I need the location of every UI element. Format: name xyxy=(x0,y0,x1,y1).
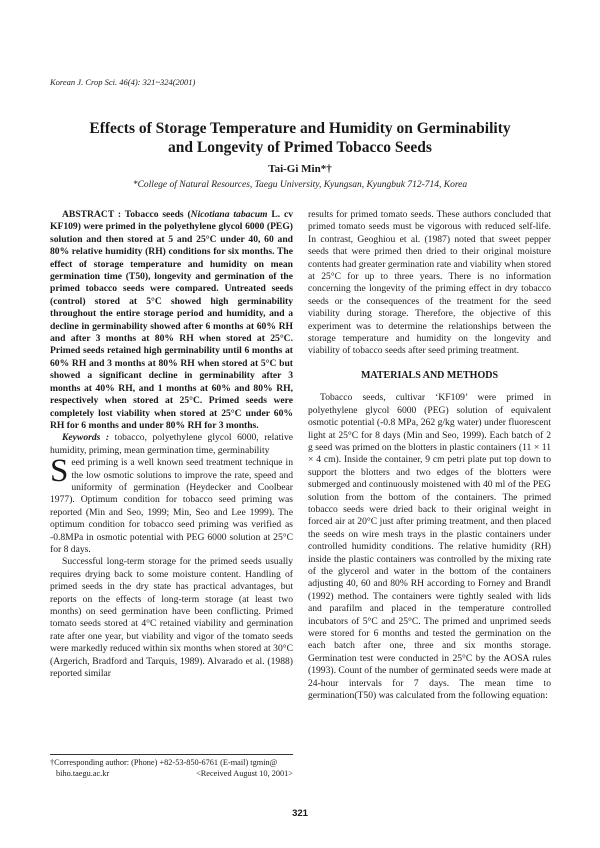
right-column xyxy=(308,209,551,702)
abstract xyxy=(50,209,293,432)
page-number: 321 xyxy=(292,808,308,819)
footnote-row xyxy=(50,769,293,780)
journal-citation: Korean J. Crop Sci. 46(4): 321~324(2001) xyxy=(50,77,196,87)
title-line-1: Effects of Storage Temperature and Humidity on Germinability xyxy=(89,120,511,137)
drop-cap: S xyxy=(50,453,69,490)
section-heading-methods: MATERIALS AND METHODS xyxy=(360,369,499,381)
footnote-email-end: biho.taegu.ac.kr xyxy=(56,768,110,778)
title-line-2: and Longevity of Primed Tobacco Seeds xyxy=(168,139,432,156)
intro-paragraph-3: results for primed tomato seeds. These authors concluded that primed tomato seeds must be vigorous with reduced self-life. In contrast, Geoghiou et al. (1987) noted that sweet pepper seeds that were primed then dried to their original moisture contents had greater germination rate and viability when stored at 25°C for up to three years. There is no information concerning the longevity of the priming effect in dry tobacco seeds or the consequences of the treatment for the seed viability during storage. Therefore, the objective of this experiment was to determine the relationships between the storage temperature and humidity on the longevity and viability of tobacco seeds after seed priming treatment. xyxy=(308,209,551,357)
footnote xyxy=(50,754,293,779)
intro-paragraph-1 xyxy=(50,453,293,556)
paper-title xyxy=(50,119,550,157)
author-affiliation: *College of Natural Resources, Taegu University, Kyungsan, Kyungbuk 712-714, Korea xyxy=(132,180,468,190)
footnote-author-contact: †Corresponding author: (Phone) +82-53-850-6761 (E-mail) tgmin@ xyxy=(50,758,278,767)
keywords xyxy=(50,432,293,457)
intro-text-1: eed priming is a well known seed treatment technique in the low osmotic solutions to improve the rate, speed and uniformity of germination (Heydecker and Coolbear 1977). Optimum condition for tobacco seed priming was reported (Min and Seo, 1999; Min, Seo and Lee 1999). The optimum condition for tobacco seed priming was verified as -0.8MPa in osmotic potential with PEG 6000 solution at 25°C for 8 days. xyxy=(50,457,293,555)
keywords-label: Keywords : xyxy=(62,432,110,444)
abstract-intro: Tobacco seeds ( xyxy=(121,209,191,220)
keywords-text: tobacco, polyethylene glycol 6000, relative humidity, priming, mean germination time, germinability xyxy=(50,432,293,456)
methods-paragraph-1: Tobacco seeds, cultivar ‘KF109’ were primed in polyethylene glycol 6000 (PEG) solution of equivalent osmotic potential (-0.8 MPa, 262 g/kg water) under fluorescent light at 25°C for 8 days (Min and Seo, 1999). Each batch of 2 g seed was primed on the blotters in plastic containers (11 × 11 × 4 cm). Inside the container, 9 cm petri plate put top down to support the blotters and two edges of the blotters were submerged and continuously moistened with 40 ml of the PEG solution from the bottom of the containers. The primed tobacco seeds were dried back to their original weight in forced air at 20°C just after priming treatment, and then placed the seeds on wire mesh trays in the plastic containers under controlled humidity conditions. The relative humidity (RH) inside the plastic containers was controlled by the mixing rate of the glycerol and water in the bottom of the containers adjusting 40, 60 and 80% RH according to Forney and Brandl (1992) method. The containers were tightly sealed with lids and parafilm and placed in the temperature controlled incubators of 5°C and 25°C. The primed and unprimed seeds were stored for 6 months and tested the germination on the each batch after one, three and six months storage. Germination test were conducted in 25°C by the AOSA rules (1993). Count of the number of germinated seeds were made at 24-hour intervals for 7 days. The mean time to germination(T50) was calculated from the following equation: xyxy=(308,392,551,702)
author-name: Tai-Gi Min*† xyxy=(268,163,332,175)
abstract-label: ABSTRACT : xyxy=(62,209,122,220)
left-column xyxy=(50,209,293,680)
abstract-body: L. cv KF109) were primed in the polyethylene glycol 6000 (PEG) solution and then stored at 5 and 25°C under 40, 60 and 80% relative humidity (RH) conditions for six months. The effect of storage temperature and humidity on mean germination time (T50), longevity and germination of the primed tobacco seeds were compared. Untreated seeds (control) stored at 5°C showed high germinability throughout the entire storage period and humidity, and a decline in germinability showed after 6 months at 60% RH and after 3 months at 80% RH when stored at 25°C. Primed seeds retained high germinability until 6 months at 60% RH and 3 months at 80% RH when stored at 5°C but showed a significant decline in germinability after 3 months at 40% RH, and 1 months at 60% and 80% RH, respectively when stored at 25°C. Primed seeds were completely lost viability when stored at 25°C under 60% RH for 6 months and under 80% RH for 3 months. xyxy=(50,209,293,431)
received-date: <Received August 10, 2001> xyxy=(196,768,293,778)
species-name: Nicotiana tabacum xyxy=(190,209,268,220)
intro-paragraph-2: Successful long-term storage for the primed seeds usually requires drying back to some moisture content. Handling of primed seeds in the dry state has practical advantages, but reports on the effects of long-term storage (at least two months) on seed germination have been conflicting. Primed tomato seeds stored at 4°C retained viability and germination rate after one year, but viability and vigor of the tomato seeds were markedly reduced within six months when stored at 30°C (Argerich, Bradford and Tarquis, 1989). Alvarado et al. (1988) reported similar xyxy=(50,556,293,680)
